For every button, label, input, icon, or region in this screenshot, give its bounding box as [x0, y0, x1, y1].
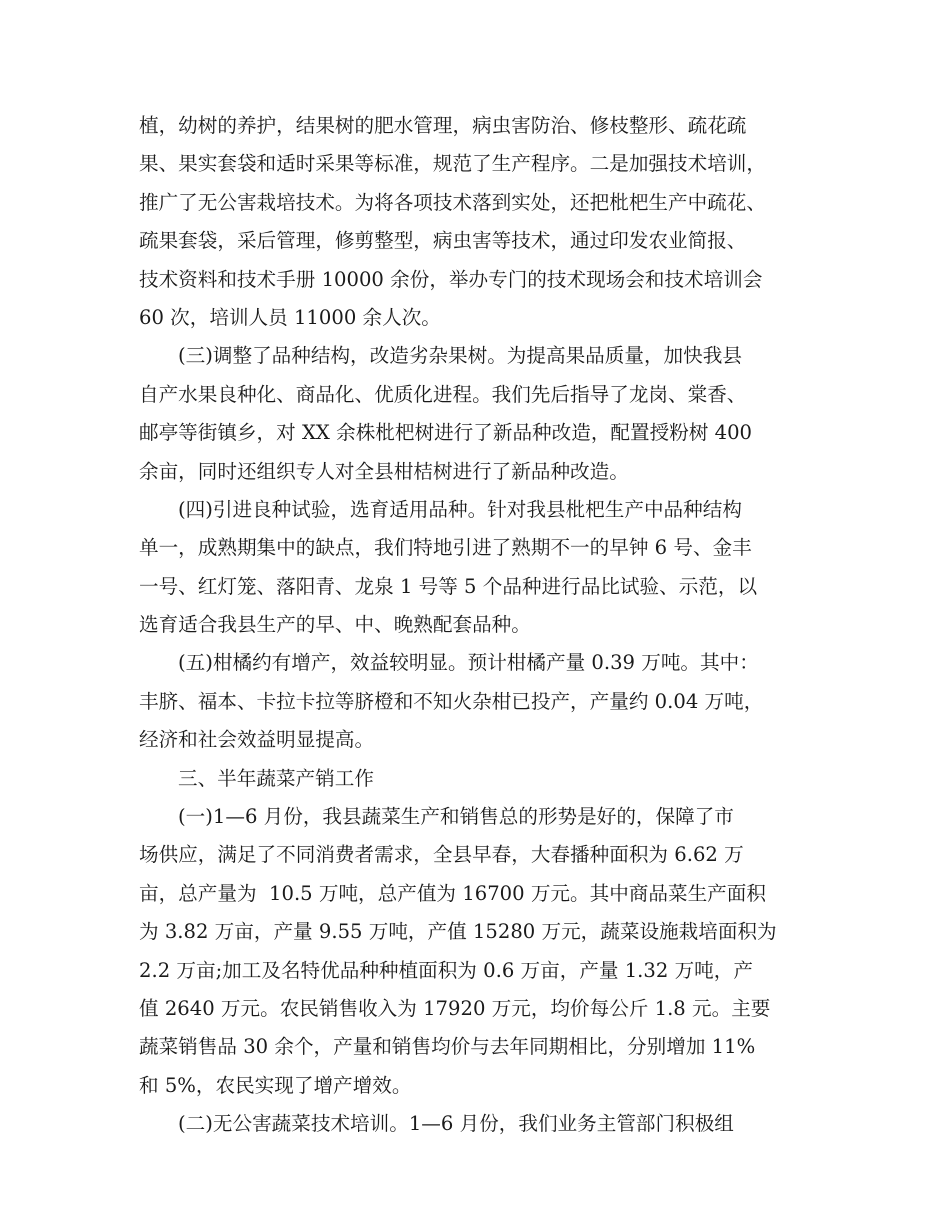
text-line: 一号、红灯笼、落阳青、龙泉 1 号等 5 个品种进行品比试验、示范，以: [139, 574, 758, 598]
text-line: 自产水果良种化、商品化、优质化进程。我们先后指导了龙岗、棠香、: [139, 382, 747, 406]
text-line: 场供应，满足了不同消费者需求，全县早春，大春播种面积为 6.62 万: [139, 843, 744, 867]
text-line: 丰脐、福本、卡拉卡拉等脐橙和不知火杂柑已投产，产量约 0.04 万吨，: [139, 689, 764, 713]
text-line: 余亩，同时还组织专人对全县柑桔树进行了新品种改造。: [139, 459, 629, 483]
text-line: 2.2 万亩;加工及名特优品种种植面积为 0.6 万亩，产量 1.32 万吨，产: [139, 958, 753, 982]
paragraph-first-line: (三)调整了品种结构，改造劣杂果树。为提高果品质量，加快我县: [178, 344, 742, 368]
paragraph-first-line: (五)柑橘约有增产，效益较明显。预计柑橘产量 0.39 万吨。其中：: [178, 651, 759, 675]
paragraph-first-line: (一)1—6 月份，我县蔬菜生产和销售总的形势是好的，保障了市: [178, 805, 734, 829]
text-line: 亩，总产量为 10.5 万吨，总产值为 16700 万元。其中商品菜生产面积: [139, 881, 766, 905]
paragraph-first-line: (二)无公害蔬菜技术培训。1—6 月份，我们业务主管部门积极组: [178, 1112, 734, 1136]
text-line: 技术资料和技术手册 10000 余份，举办专门的技术现场会和技术培训会: [139, 267, 763, 291]
text-line: 植，幼树的养护，结果树的肥水管理，病虫害防治、修枝整形、疏花疏: [139, 114, 747, 137]
text-line: 选育适合我县生产的早、中、晚熟配套品种。: [139, 613, 531, 637]
paragraph-first-line: (四)引进良种试验，选育适用品种。针对我县枇杷生产中品种结构: [178, 497, 742, 521]
text-line: 果、果实套袋和适时采果等标准，规范了生产程序。二是加强技术培训，: [139, 152, 766, 176]
text-line: 邮亭等街镇乡，对 XX 余株枇杷树进行了新品种改造，配置授粉树 400: [139, 421, 753, 445]
text-line: 疏果套袋，采后管理，修剪整型，病虫害等技术，通过印发农业简报、: [139, 229, 747, 253]
document-body: [139, 107, 829, 1144]
text-line: 为 3.82 万亩，产量 9.55 万吨，产值 15280 万元，蔬菜设施栽培面积为: [139, 920, 777, 944]
text-line: 60 次，培训人员 11000 余人次。: [139, 305, 441, 329]
text-line: 和 5%，农民实现了增产增效。: [139, 1073, 412, 1097]
text-line: 蔬菜销售品 30 余个，产量和销售均价与去年同期相比，分别增加 11%: [139, 1035, 756, 1059]
text-line: 经济和社会效益明显提高。: [139, 728, 375, 752]
text-line: 值 2640 万元。农民销售收入为 17920 万元，均价每公斤 1.8 元。主要: [139, 996, 771, 1020]
text-line: 推广了无公害栽培技术。为将各项技术落到实处，还把枇杷生产中疏花、: [139, 190, 766, 214]
text-line: 单一，成熟期集中的缺点，我们特地引进了熟期不一的早钟 6 号、金丰: [139, 536, 752, 560]
paragraph-first-line: 三、半年蔬菜产销工作: [178, 766, 374, 790]
